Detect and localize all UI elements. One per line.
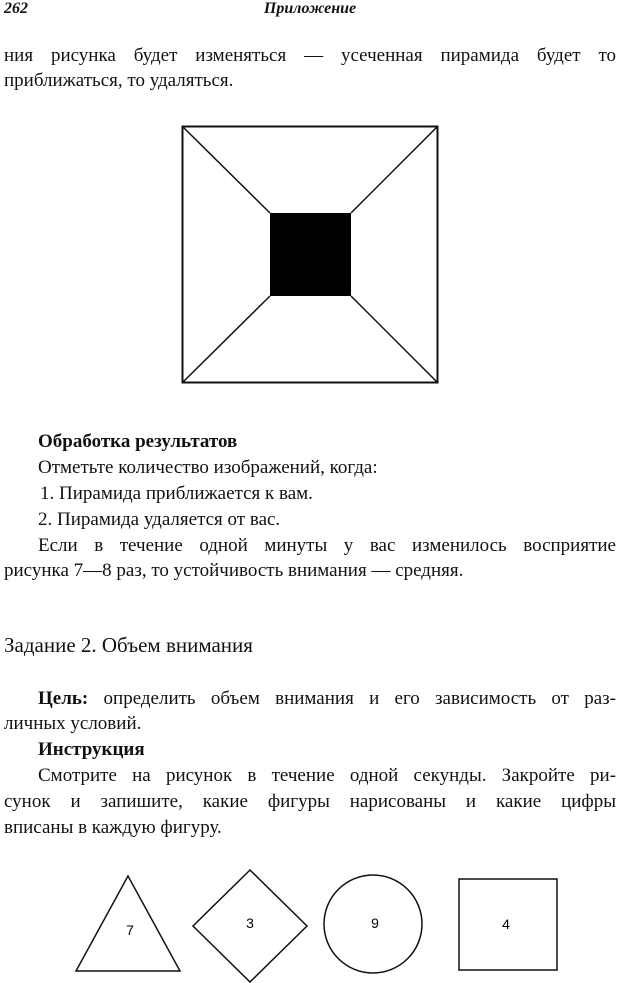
goal-line-2: личных условий. [4,713,142,734]
instruction-line-2: сунок и запишите, какие фигуры нарисованы и какие цифры [4,791,616,812]
pyramid-edge-bottom-left [183,296,271,383]
instruction-heading: Инструкция [38,739,145,760]
results-item-2: 2. Пирамида удаляется от вас. [38,509,281,530]
instruction-line-3: вписаны в каждую фигуру. [4,817,222,838]
results-heading: Обработка результатов [38,431,238,452]
intro-line-1: ния рисунка будет изменяться — усеченная пирамида будет то [4,45,616,66]
triangle-label: 7 [126,922,134,938]
running-head: Приложение [263,0,357,17]
results-item-1: 1. Пирамида приближается к вам. [40,483,313,504]
page-number: 262 [4,0,28,17]
square-label: 4 [502,916,510,932]
circle-label: 9 [371,915,379,931]
results-line-1: Отметьте количество изображений, когда: [38,457,378,478]
results-line-3: рисунка 7—8 раз, то устойчивость внимания — средняя. [4,560,464,581]
intro-line-2: приближаться, то удаляться. [4,70,234,91]
pyramid-edge-top-right [351,127,438,214]
diamond-label: 3 [246,915,254,931]
goal-label: Цель: [38,688,89,709]
pyramid-inner-square [270,213,351,296]
pyramid-edge-bottom-right [351,296,438,383]
shapes-figure [0,860,620,983]
goal-text-1: определить объем внимания и его зависимость от раз- [88,688,616,709]
results-line-2: Если в течение одной минуты у вас изменилось восприятие [38,535,616,556]
page-header [0,0,620,22]
task-title: Задание 2. Объем внимания [4,633,253,657]
pyramid-edge-top-left [183,127,271,214]
instruction-line-1: Смотрите на рисунок в течение одной секунды. Закройте ри- [38,765,616,786]
truncated-pyramid-figure [181,125,439,385]
goal-line-1 [38,686,616,712]
